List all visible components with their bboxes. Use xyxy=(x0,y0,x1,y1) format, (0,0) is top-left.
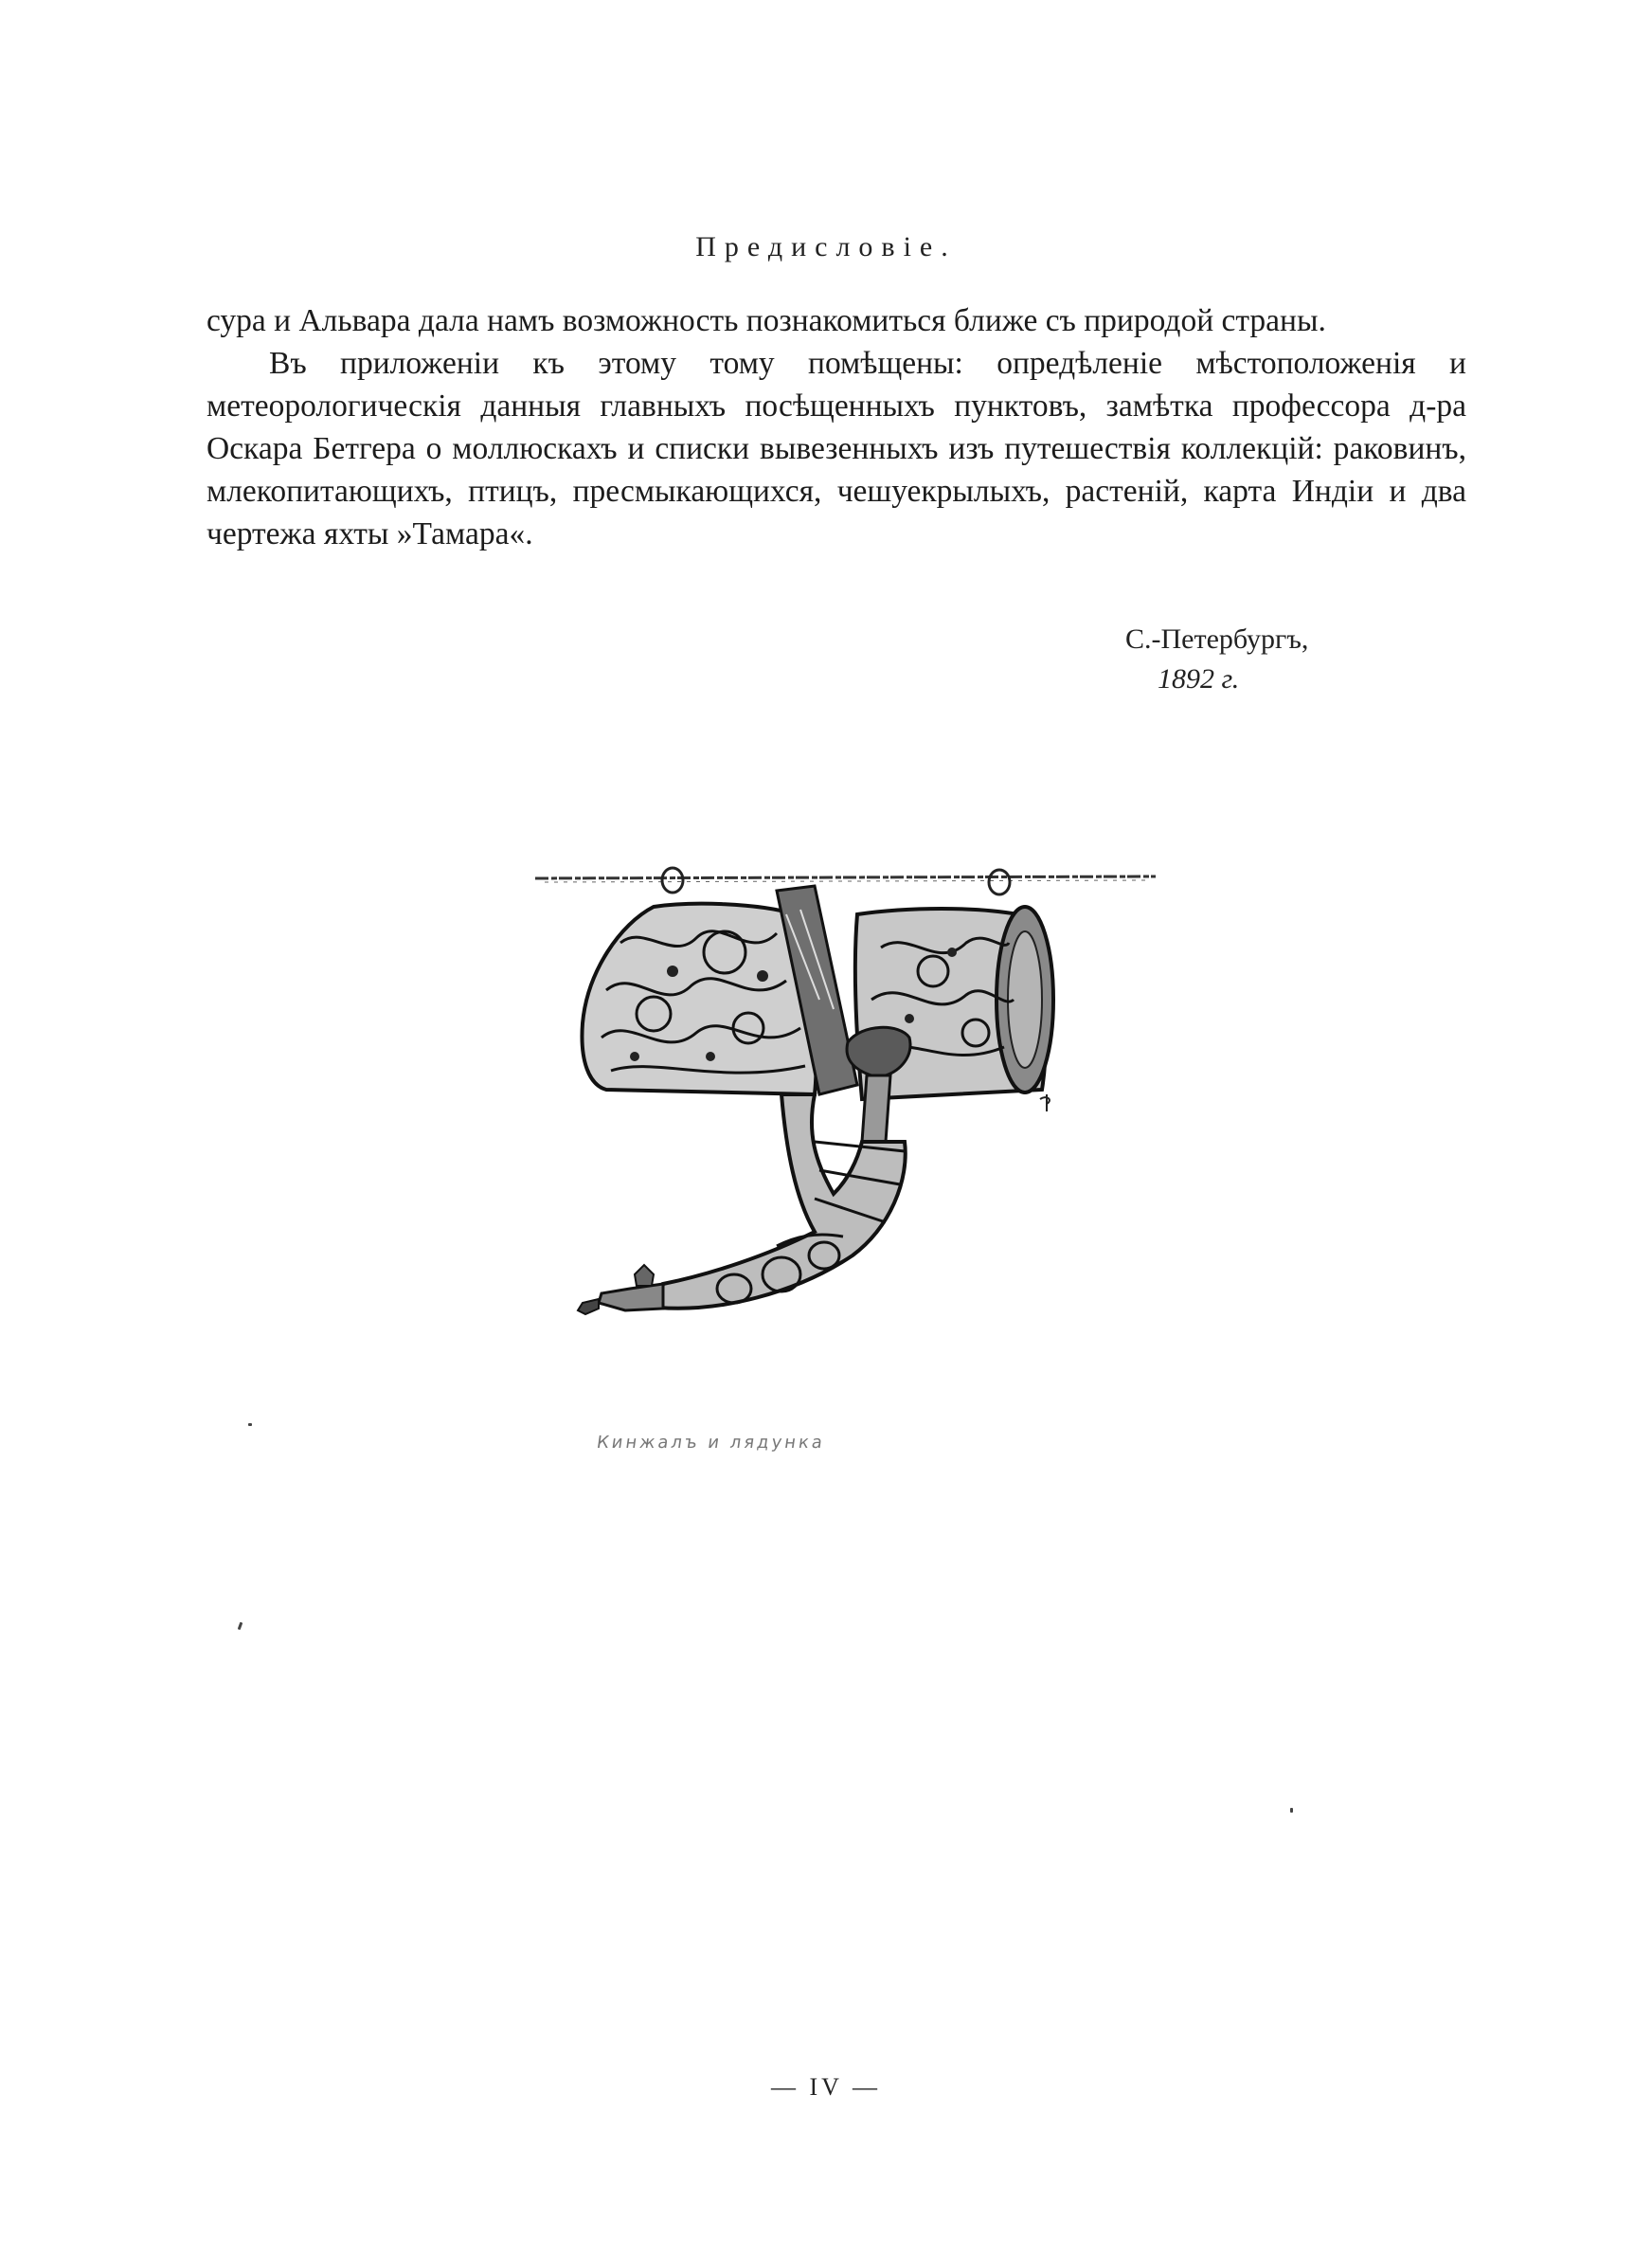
running-head: Предисловie. xyxy=(695,231,957,262)
page-number: — IV — xyxy=(771,2073,881,2101)
paragraph-continuation: сура и Альвара дала намъ возможность познакомиться ближе съ природой страны. xyxy=(206,303,1326,338)
ink-speck xyxy=(238,1622,243,1631)
dagger-and-powder-flask-illustration xyxy=(530,858,1175,1383)
signature-place: С.-Петербургъ, xyxy=(1125,623,1309,655)
engraving-drawing xyxy=(530,858,1175,1383)
illustration-caption xyxy=(587,1433,1080,1546)
ink-speck xyxy=(1290,1808,1293,1813)
paragraph-appendix: Въ приложенiи къ этому тому помѣщены: опредѣленie мѣстоположенiя и метеорологическiя данныя главныхъ посѣщенныхъ пунктовъ, замѣтка профессора д-ра Оскара Бетгера о моллюскахъ и списки вывезенныхъ изъ путешествiя коллекцiй: раковинъ, млекопитающихъ, птицъ, пресмыкающихся, чешуекрылыхъ, растенiй, карта Индiи и два чертежа яхты »Тамара«. xyxy=(206,346,1466,551)
signature-year: 1892 г. xyxy=(1158,663,1240,695)
ink-speck xyxy=(248,1423,252,1426)
body-text xyxy=(206,299,1466,555)
caption-line-1: Кинжалъ и лядунка xyxy=(595,1433,827,1453)
signature-block xyxy=(1089,620,1374,699)
